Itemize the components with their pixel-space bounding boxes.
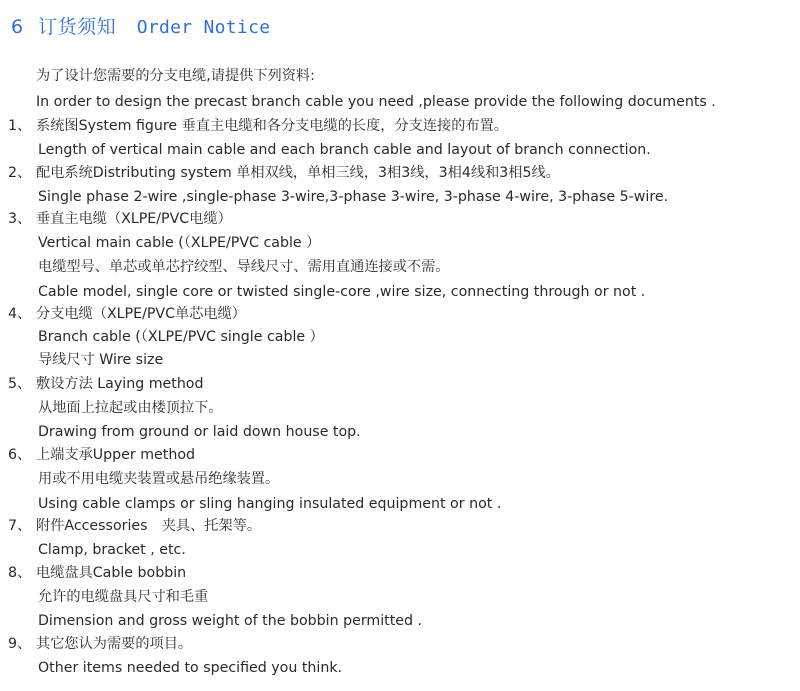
item-text: Dimension and gross weight of the bobbin permitted .: [38, 613, 423, 629]
item-text: 附件Accessories 夹具、托架等。: [36, 518, 262, 534]
item-text: 系统图System figure 垂直主电缆和各分支电缆的长度，分支连接的布置。: [36, 118, 508, 134]
item-number: 9、: [8, 636, 32, 652]
item-text: Clamp, bracket , etc.: [38, 542, 186, 558]
item-text: Other items needed to specified you think.: [38, 660, 343, 676]
item-text: 其它您认为需要的项目。: [36, 636, 193, 652]
item-number: 8、: [8, 565, 32, 581]
item-text: Vertical main cable (（XLPE/PVC cable ）: [38, 235, 321, 251]
section-title-zh: 订货须知: [38, 16, 117, 38]
item-number: 6、: [8, 447, 32, 463]
item-number: 5、: [8, 376, 32, 392]
item-text: Single phase 2-wire ,single-phase 3-wire,3-phase 3-wire, 3-phase 4-wire, 3-phase 5-wire.: [38, 189, 669, 205]
item-number: 4、: [8, 306, 32, 322]
item-text: 导线尺寸 Wire size: [38, 352, 164, 368]
item-text: 配电系统Distributing system 单相双线，单相三线，3相3线，3相4线和3相5线。: [36, 165, 560, 181]
item-text: 允许的电缆盘具尺寸和毛重: [38, 589, 209, 605]
item-text: 敷设方法 Laying method: [36, 376, 204, 392]
section-number: 6: [11, 16, 24, 38]
item-text: Branch cable (（XLPE/PVC single cable ）: [38, 329, 324, 345]
item-text: 分支电缆（XLPE/PVC单芯电缆）: [36, 306, 246, 322]
intro-text-en: In order to design the precast branch cable you need ,please provide the following documents .: [36, 94, 716, 110]
section-heading: [11, 12, 270, 39]
item-text: 用或不用电缆夹装置或悬吊绝缘装置。: [38, 471, 280, 487]
item-text: Length of vertical main cable and each branch cable and layout of branch connection.: [38, 142, 651, 158]
item-number: 3、: [8, 211, 32, 227]
item-text: 电缆盘具Cable bobbin: [36, 565, 187, 581]
section-title-en: Order Notice: [136, 17, 271, 38]
item-text: 从地面上拉起或由楼顶拉下。: [38, 400, 223, 416]
item-text: 垂直主电缆（XLPE/PVC电缆）: [36, 211, 232, 227]
item-text: 上端支承Upper method: [36, 447, 196, 463]
intro-text-zh: 为了设计您需要的分支电缆,请提供下列资料:: [36, 68, 315, 84]
item-text: Cable model, single core or twisted single-core ,wire size, connecting through or not .: [38, 284, 646, 300]
item-number: 2、: [8, 165, 32, 181]
item-text: 电缆型号、单芯或单芯拧绞型、导线尺寸、需用直通连接或不需。: [38, 259, 450, 275]
item-text: Using cable clamps or sling hanging insulated equipment or not .: [38, 496, 502, 512]
item-number: 1、: [8, 118, 32, 134]
item-text: Drawing from ground or laid down house top.: [38, 424, 361, 440]
item-number: 7、: [8, 518, 32, 534]
